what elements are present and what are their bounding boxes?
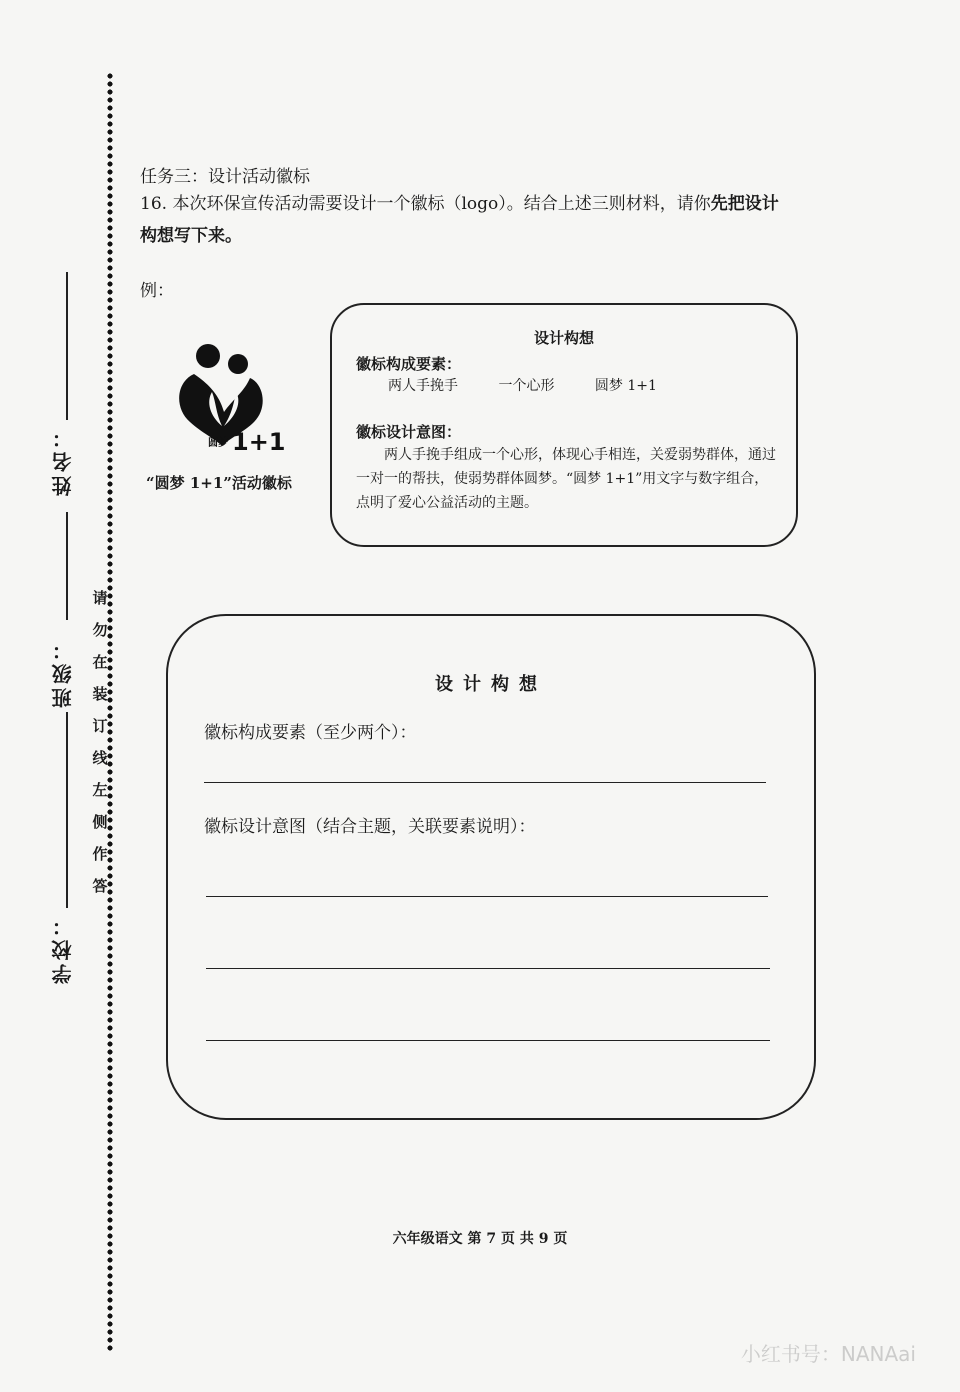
answer-design-box: [166, 614, 816, 1120]
example-element: 圆梦 1+1: [594, 378, 657, 394]
example-element: 两人手挽手: [388, 378, 458, 394]
task-title: 任务三：设计活动徽标: [140, 167, 310, 187]
yuanmeng-logo-icon: [172, 336, 286, 456]
logo-caption: “圆梦 1+1”活动徽标: [146, 474, 292, 492]
intent-answer-line[interactable]: [206, 896, 768, 897]
answer-box-title: 设计构想: [435, 674, 547, 695]
notice-char: 请: [92, 589, 108, 607]
question-main: 16. 本次环保宣传活动需要设计一个徽标（logo）。结合上述三则材料，请你: [140, 194, 711, 214]
watermark: 小红书号：NANAai: [740, 1342, 916, 1366]
notice-char: 线: [92, 749, 108, 767]
question-emphasis: 先把设计构想写下来。: [140, 194, 779, 246]
name-blank-line: [66, 272, 68, 420]
binding-notice: [90, 582, 110, 902]
elements-prompt: 徽标构成要素（至少两个）：: [204, 723, 417, 743]
example-elements-list: [388, 375, 693, 395]
intent-prompt: 徽标设计意图（结合主题，关联要素说明）：: [204, 817, 536, 837]
example-element: 一个心形: [498, 378, 555, 394]
notice-char: 订: [92, 717, 108, 735]
elements-answer-line[interactable]: [204, 782, 766, 783]
notice-char: 作: [92, 845, 108, 863]
school-blank-line: [66, 712, 68, 908]
example-design-box: [330, 303, 798, 547]
example-intent-heading: 徽标设计意图：: [356, 423, 462, 441]
name-label: 姓名：: [51, 424, 75, 496]
example-intent-text: 两人手挽手组成一个心形，体现心手相连，关爱弱势群体，通过一对一的帮扶，使弱势群体圆梦。“圆梦 1+1”用文字与数字组合，点明了爱心公益活动的主题。: [356, 447, 776, 511]
logo-small-text: 圆梦: [208, 438, 228, 449]
example-elements-heading: 徽标构成要素：: [356, 355, 462, 373]
notice-char: 装: [92, 685, 108, 703]
notice-char: 侧: [92, 813, 108, 831]
question-text: [140, 188, 790, 252]
page-footer: 六年级语文 第 7 页 共 9 页: [392, 1231, 568, 1247]
notice-char: 在: [92, 653, 108, 671]
notice-char: 左: [92, 781, 108, 799]
intent-answer-line[interactable]: [206, 968, 770, 969]
notice-char: 勿: [92, 621, 108, 639]
notice-char: 答: [92, 877, 108, 895]
class-label: 班级：: [51, 636, 75, 708]
school-label: 学校：: [51, 912, 75, 984]
intent-answer-line[interactable]: [206, 1040, 770, 1041]
class-blank-line: [66, 512, 68, 620]
example-box-title: 设计构想: [533, 329, 594, 347]
logo-number-text: 1+1: [232, 428, 286, 456]
example-label: 例：: [140, 281, 174, 301]
